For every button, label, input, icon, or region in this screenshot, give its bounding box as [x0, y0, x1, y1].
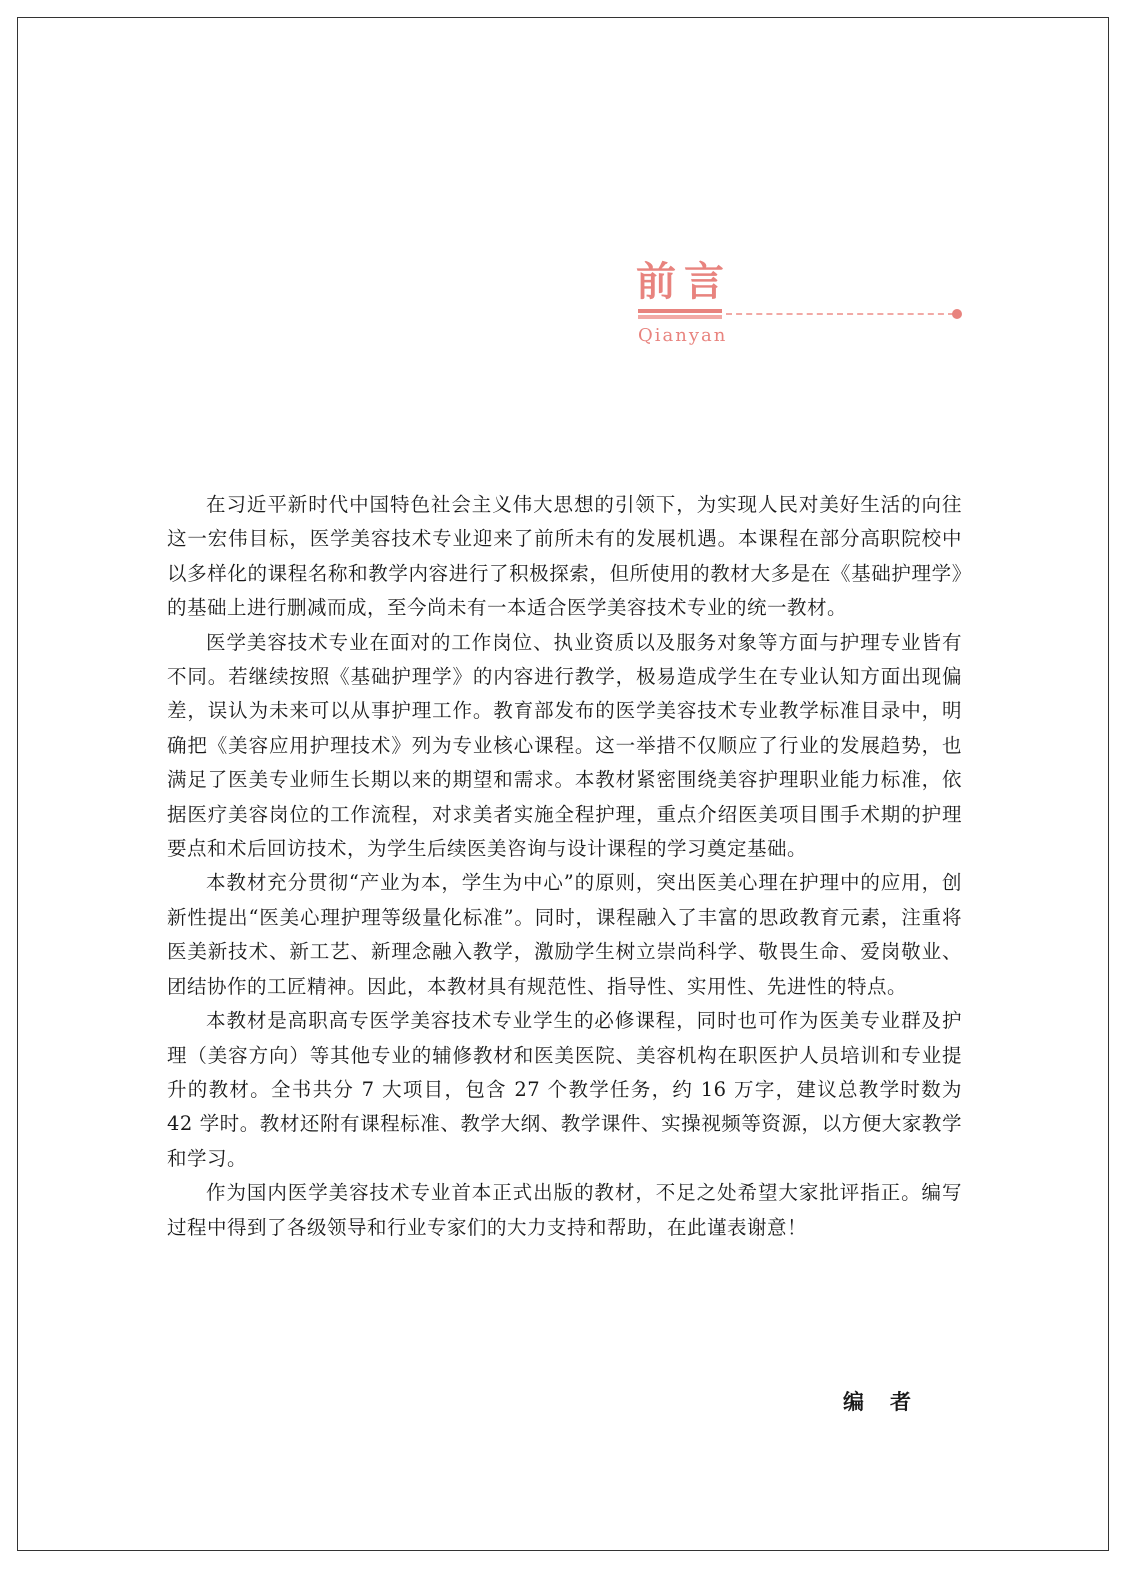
- page-title: 前言: [636, 259, 732, 305]
- title-underline-bar: [638, 309, 722, 319]
- paragraph: 作为国内医学美容技术专业首本正式出版的教材，不足之处希望大家批评指正。编写过程中得到了各级领导和行业专家们的大力支持和帮助，在此谨表谢意！: [167, 1181, 962, 1239]
- paragraph: 在习近平新时代中国特色社会主义伟大思想的引领下，为实现人民对美好生活的向往这一宏伟目标，医学美容技术专业迎来了前所未有的发展机遇。本课程在部分高职院校中以多样化的课程名称和教学内容进行了积极探索，但所使用的教材大多是在《基础护理学》的基础上进行删减而成，至今尚未有一本适合医学美容技术专业的统一教材。: [167, 493, 962, 620]
- paragraph: 医学美容技术专业在面对的工作岗位、执业资质以及服务对象等方面与护理专业皆有不同。若继续按照《基础护理学》的内容进行教学，极易造成学生在专业认知方面出现偏差，误认为未来可以从事护理工作。教育部发布的医学美容技术专业教学标准目录中，明确把《美容应用护理技术》列为专业核心课程。这一举措不仅顺应了行业的发展趋势，也满足了医美专业师生长期以来的期望和需求。本教材紧密围绕美容护理职业能力标准，依据医疗美容岗位的工作流程，对求美者实施全程护理，重点介绍医美项目围手术期的护理要点和术后回访技术，为学生后续医美咨询与设计课程的学习奠定基础。: [167, 630, 962, 861]
- paragraph: 本教材是高职高专医学美容技术专业学生的必修课程，同时也可作为医美专业群及护理（美容方向）等其他专业的辅修教材和医美医院、美容机构在职医护人员培训和专业提升的教材。全书共分 7 大项目，包含 27 个教学任务，约 16 万字，建议总教学时数为 42 学时。教材还附有课程标准、教学大纲、教学课件、实操视频等资源，以方便大家教学和学习。: [167, 1009, 962, 1170]
- underline-bar-top: [638, 309, 722, 313]
- preface-body: [167, 488, 962, 1245]
- rule-end-dot: [952, 309, 962, 319]
- title-pinyin: Qianyan: [638, 325, 728, 346]
- underline-bar-bottom: [638, 315, 722, 319]
- author-signature: 编者: [843, 1390, 937, 1414]
- dashed-rule: [726, 313, 954, 315]
- preface-heading: [636, 258, 966, 358]
- paragraph: 本教材充分贯彻“产业为本，学生为中心”的原则，突出医美心理在护理中的应用，创新性提出“医美心理护理等级量化标准”。同时，课程融入了丰富的思政教育元素，注重将医美新技术、新工艺、新理念融入教学，激励学生树立崇尚科学、敬畏生命、爱岗敬业、团结协作的工匠精神。因此，本教材具有规范性、指导性、实用性、先进性的特点。: [167, 871, 962, 998]
